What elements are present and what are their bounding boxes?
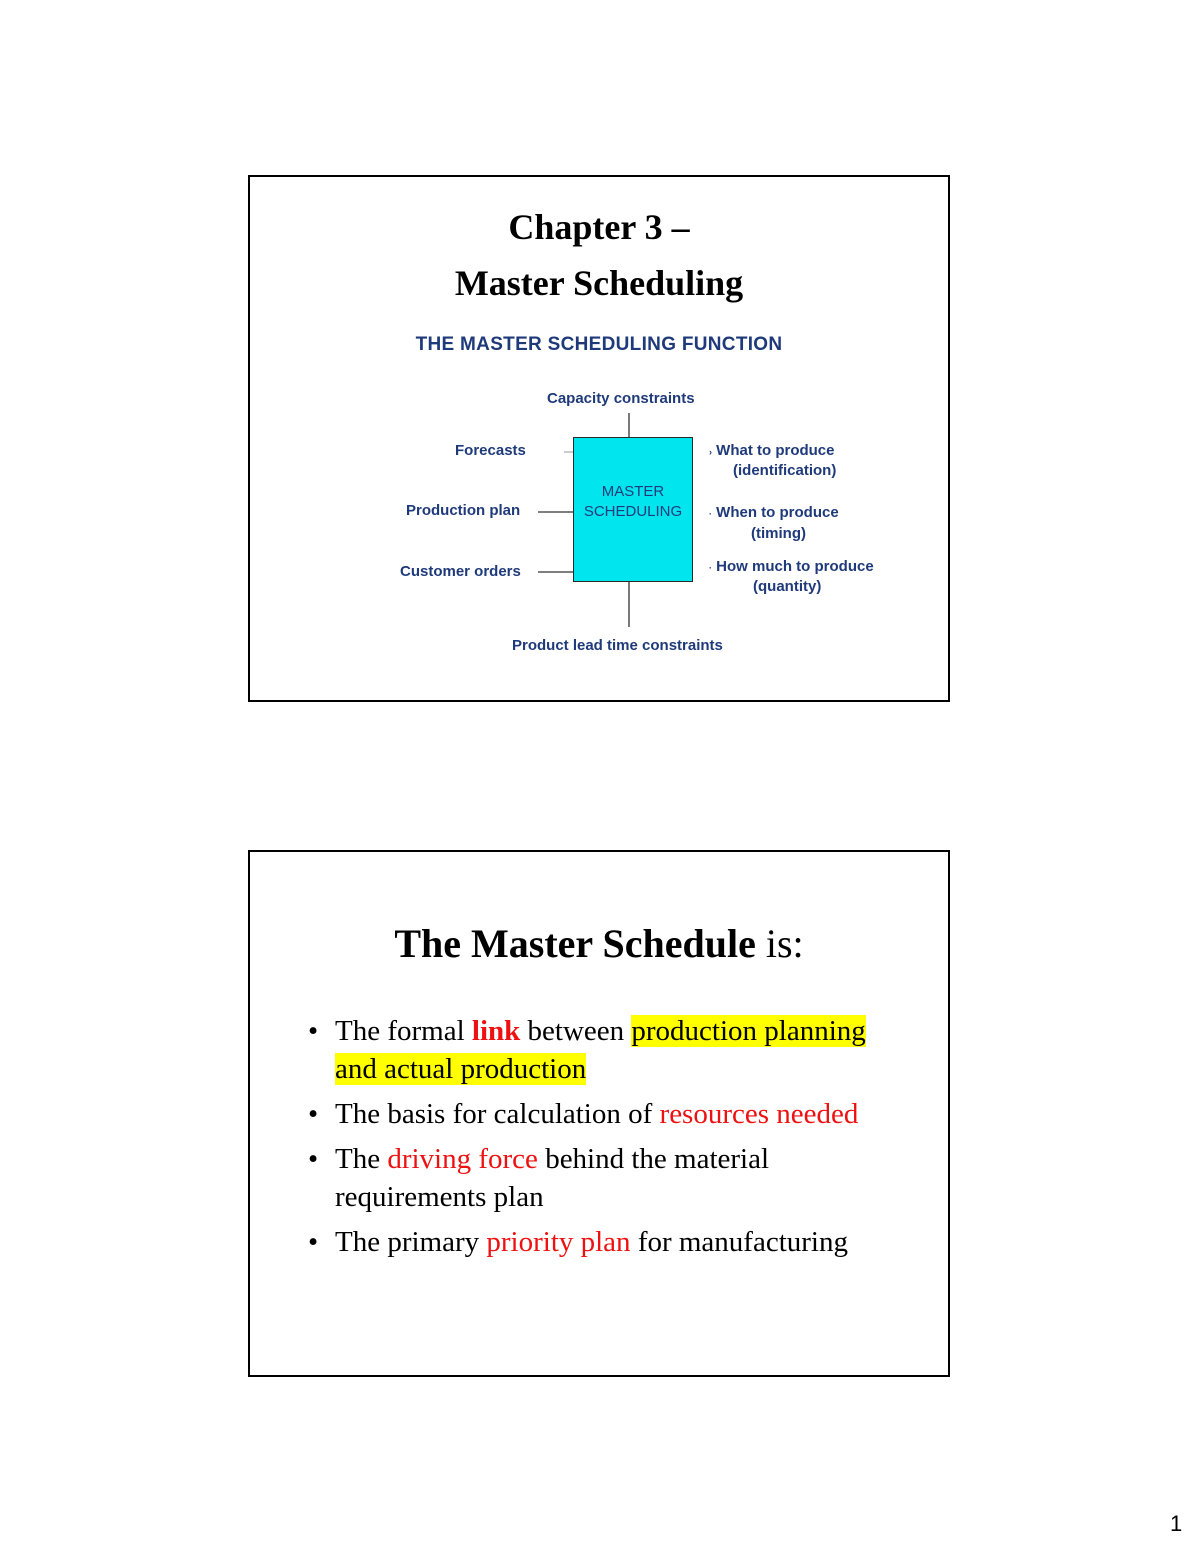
bullet-marker: • <box>308 1015 319 1047</box>
slide-2-title <box>250 920 948 967</box>
production-plan-label: Production plan <box>406 502 521 519</box>
slide-1-title-line-2: Master Scheduling <box>454 263 744 303</box>
bullet-list <box>308 1012 928 1268</box>
slide-2-title-rest: is: <box>755 921 804 966</box>
output-how-much-to-produce: · How much to produce <box>709 558 874 575</box>
page-number: 1 <box>1170 1511 1183 1536</box>
slide-2 <box>248 850 950 1377</box>
output-identification: (identification) <box>733 462 837 479</box>
highlighted-phrase: and actual production <box>335 1053 587 1085</box>
bullet-marker: • <box>308 1143 319 1175</box>
highlight-word-link: link <box>471 1015 521 1047</box>
master-scheduling-box-line-1: MASTER <box>601 483 665 500</box>
forecasts-label: Forecasts <box>455 442 526 459</box>
customer-orders-label: Customer orders <box>400 563 521 580</box>
bullet-item: • The driving force behind the material requirements plan <box>308 1140 928 1216</box>
output-what-to-produce: › What to produce <box>709 442 835 459</box>
diagram-heading: THE MASTER SCHEDULING FUNCTION <box>415 334 783 355</box>
slide-1-title-line-1: Chapter 3 – <box>508 207 690 247</box>
capacity-constraints-label: Capacity constraints <box>547 390 695 407</box>
output-quantity: (quantity) <box>753 578 822 595</box>
slide-2-title-bold: The Master Schedule <box>394 921 756 966</box>
slide-1 <box>248 175 950 702</box>
master-scheduling-box <box>573 437 693 582</box>
emphasis-priority-plan: priority plan <box>486 1226 631 1258</box>
bullet-item: • The basis for calculation of resources needed <box>308 1095 928 1133</box>
bullet-item: • The formal link between production planning and actual production <box>308 1012 928 1088</box>
bullet-marker: • <box>308 1226 319 1258</box>
emphasis-resources-needed: resources needed <box>659 1098 859 1130</box>
emphasis-driving-force: driving force <box>387 1143 538 1175</box>
output-when-to-produce: · When to produce <box>709 504 839 521</box>
highlighted-phrase: production planning <box>631 1015 866 1047</box>
product-lead-time-constraints-label: Product lead time constraints <box>512 637 723 654</box>
bullet-item: • The primary priority plan for manufacturing <box>308 1223 928 1261</box>
master-scheduling-diagram <box>250 177 948 700</box>
output-timing: (timing) <box>751 525 806 542</box>
bullet-marker: • <box>308 1098 319 1130</box>
master-scheduling-box-line-2: SCHEDULING <box>583 503 683 520</box>
